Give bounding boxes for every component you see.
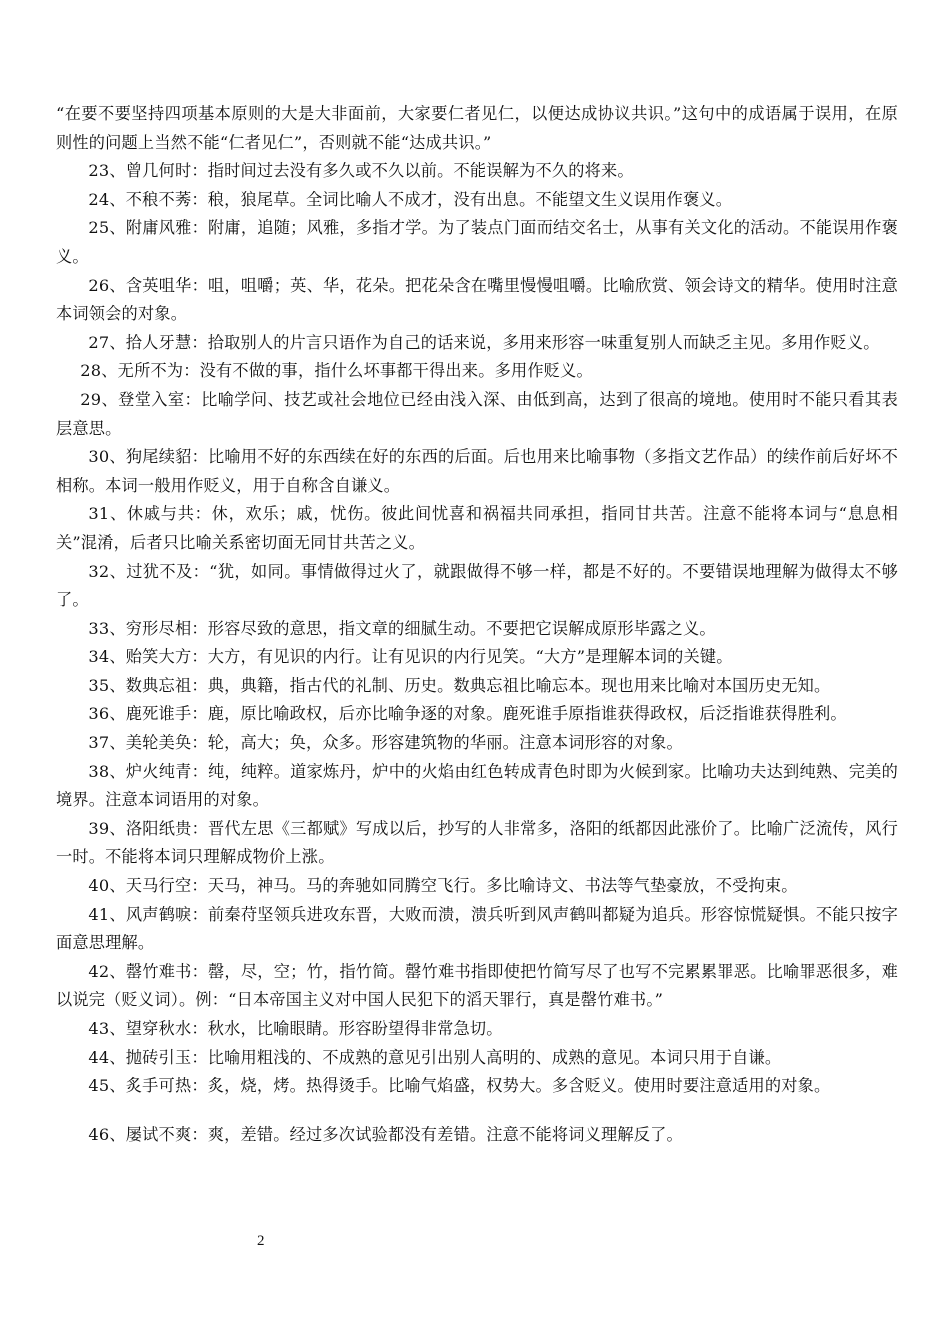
entry-42: 42、罄竹难书：罄，尽，空；竹，指竹简。罄竹难书指即使把竹简写尽了也写不完累累罪恶。比喻罪恶很多，难以说完（贬义词）。例：“日本帝国主义对中国人民犯下的滔天罪行，真是罄竹难书。” [56, 961, 898, 1010]
entry-29: 29、登堂入室：比喻学问、技艺或社会地位已经由浅入深、由低到高，达到了很高的境地。使用时不能只看其表层意思。 [56, 389, 898, 438]
entry-33: 33、穷形尽相：形容尽致的意思，指文章的细腻生动。不要把它误解成原形毕露之义。 [88, 618, 716, 638]
entry-30: 30、狗尾续貂：比喻用不好的东西续在好的东西的后面。后也用来比喻事物（多指文艺作品）的续作前后好坏不相称。本词一般用作贬义，用于自称含自谦义。 [56, 447, 898, 495]
entry-26: 26、含英咀华：咀，咀嚼；英、华，花朵。把花朵含在嘴里慢慢咀嚼。比喻欣赏、领会诗文的精华。使用时注意本词领会的对象。 [56, 275, 898, 324]
page-number: 2 [257, 1233, 265, 1249]
entry-38: 38、炉火纯青：纯，纯粹。道家炼丹，炉中的火焰由红色转成青色时即为火候到家。比喻功夫达到纯熟、完美的境界。注意本词语用的对象。 [56, 761, 898, 810]
entry-45: 45、炙手可热：炙，烧，烤。热得烫手。比喻气焰盛，权势大。多含贬义。使用时要注意适用的对象。 [88, 1076, 831, 1096]
entry-41: 41、风声鹤唳：前秦苻坚领兵进攻东晋，大败而溃，溃兵听到风声鹤叫都疑为追兵。形容惊慌疑惧。不能只按字面意思理解。 [56, 904, 898, 953]
entry-25: 25、附庸风雅：附庸，追随；风雅，多指才学。为了装点门面而结交名士，从事有关文化的活动。不能误用作褒义。 [56, 218, 898, 266]
entry-40: 40、天马行空：天马，神马。马的奔驰如同腾空飞行。多比喻诗文、书法等气垫豪放，不受拘束。 [88, 876, 798, 896]
entry-24: 24、不稂不莠：稂，狼尾草。全词比喻人不成才，没有出息。不能望文生义误用作褒义。 [88, 189, 733, 209]
entry-39: 39、洛阳纸贵：晋代左思《三都赋》写成以后，抄写的人非常多，洛阳的纸都因此涨价了。比喻广泛流传，风行一时。不能将本词只理解成物价上涨。 [56, 818, 898, 867]
entry-36: 36、鹿死谁手：鹿，原比喻政权，后亦比喻争逐的对象。鹿死谁手原指谁获得政权，后泛指谁获得胜利。 [88, 704, 847, 724]
entry-32: 32、过犹不及：“犹，如同。事情做得过火了，就跟做得不够一样，都是不好的。不要错误地理解为做得太不够了。 [56, 561, 898, 610]
entry-34: 34、贻笑大方：大方，有见识的内行。让有见识的内行见笑。“大方”是理解本词的关键。 [88, 647, 733, 667]
entry-43: 43、望穿秋水：秋水，比喻眼睛。形容盼望得非常急切。 [88, 1019, 503, 1038]
entry-31: 31、休戚与共：休，欢乐；戚，忧伤。彼此间忧喜和祸福共同承担，指同甘共苦。注意不能将本词与“息息相关”混淆，后者只比喻关系密切面无同甘共苦之义。 [56, 504, 898, 552]
entry-35: 35、数典忘祖：典，典籍，指古代的礼制、历史。数典忘祖比喻忘本。现也用来比喻对本国历史无知。 [88, 675, 831, 695]
entry-23: 23、曾几何时：指时间过去没有多久或不久以前。不能误解为不久的将来。 [88, 161, 634, 181]
entry-28: 28、无所不为：没有不做的事，指什么坏事都干得出来。多用作贬义。 [80, 361, 593, 381]
entry-27: 27、拾人牙慧：拾取别人的片言只语作为自己的话来说，多用来形容一味重复别人而缺乏主见。多用作贬义。 [88, 332, 880, 352]
entry-46: 46、屡试不爽：爽，差错。经过多次试验都没有差错。注意不能将词义理解反了。 [88, 1124, 683, 1144]
entry-44: 44、抛砖引玉：比喻用粗浅的、不成熟的意见引出别人高明的、成熟的意见。本词只用于自谦。 [88, 1047, 782, 1067]
entry-37: 37、美轮美奂：轮，高大；奂，众多。形容建筑物的华丽。注意本词形容的对象。 [88, 733, 683, 753]
document-body [56, 100, 898, 1149]
paragraph-intro: “在要不要坚持四项基本原则的大是大非面前，大家要仁者见仁，以便达成协议共识。”这句中的成语属于误用，在原则性的问题上当然不能“仁者见仁”，否则就不能“达成共识。” [56, 104, 898, 152]
